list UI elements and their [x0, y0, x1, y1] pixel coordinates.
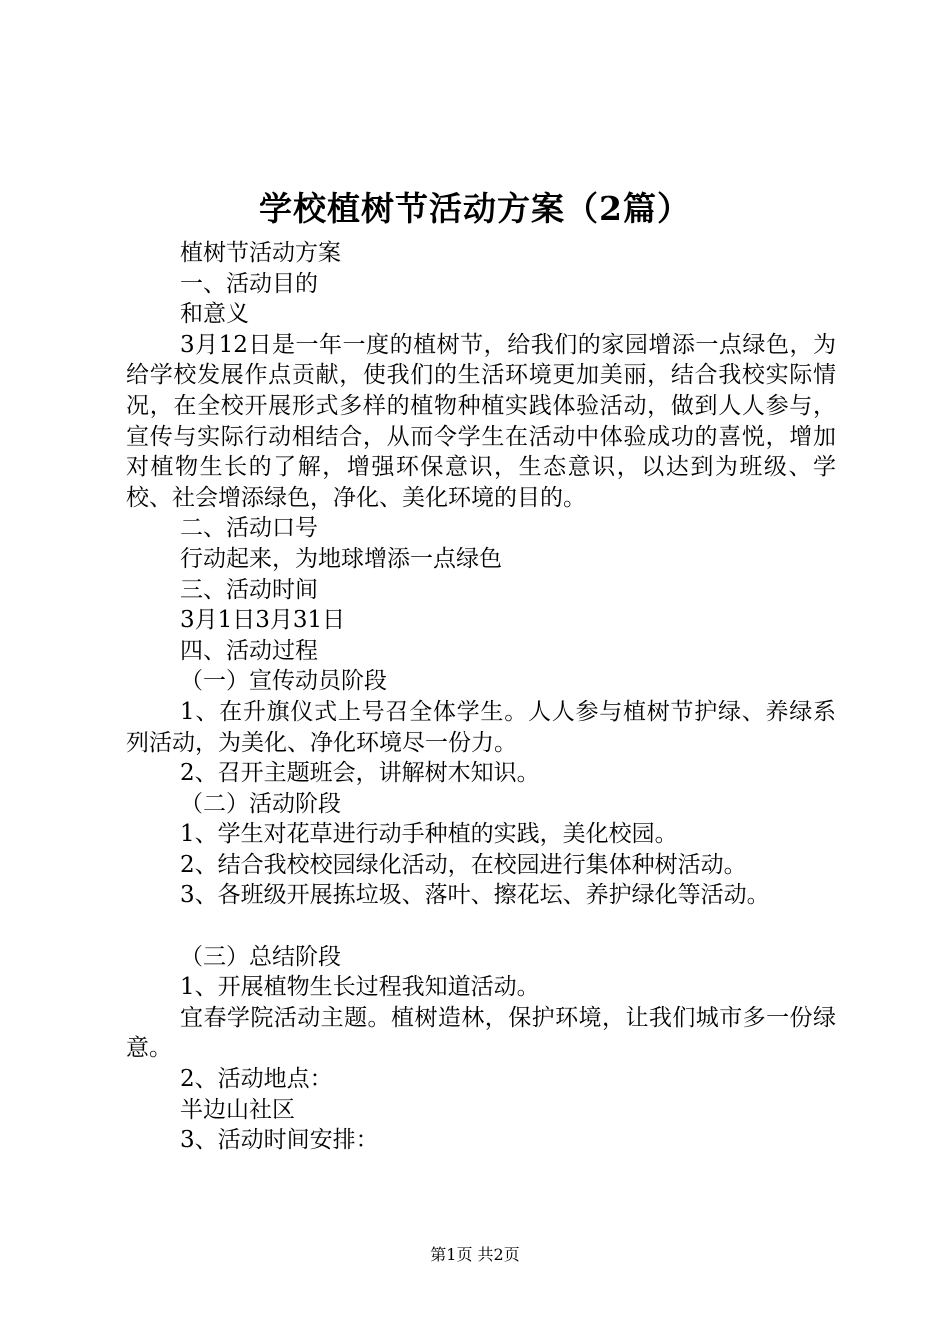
list-item: 3、活动时间安排： [180, 1127, 379, 1154]
list-item: 1、开展植物生长过程我知道活动。 [180, 974, 540, 1001]
section-heading-process: 四、活动过程 [180, 637, 318, 664]
section-heading-purpose: 一、活动目的 [180, 270, 318, 297]
paragraph-slogan: 行动起来，为地球增添一点绿色 [180, 545, 502, 572]
paragraph-heading: 植树节活动方案 [180, 240, 341, 266]
list-item: 2、活动地点： [180, 1066, 333, 1093]
subsection-heading-mobilize: （一）宣传动员阶段 [180, 668, 387, 695]
list-item: 3、各班级开展拣垃圾、落叶、擦花坛、养护绿化等活动。 [180, 882, 770, 909]
section-heading-meaning: 和意义 [180, 301, 249, 328]
blank-line [126, 911, 836, 942]
list-item: 1、学生对花草进行动手种植的实践，美化校园。 [180, 821, 678, 848]
list-item: 2、召开主题班会，讲解树木知识。 [180, 760, 540, 787]
document-title: 学校植树节活动方案（2篇） [259, 189, 691, 228]
subsection-heading-summary: （三）总结阶段 [180, 943, 341, 970]
document-body [126, 238, 836, 1156]
list-item: 1、在升旗仪式上号召全体学生。人人参与植树节护绿、养绿系列活动，为美化、净化环境尽一份力。 [126, 698, 836, 756]
paragraph-location: 半边山社区 [180, 1096, 295, 1123]
section-heading-slogan: 二、活动口号 [180, 515, 318, 542]
paragraph-theme: 宜春学院活动主题。植树造林，保护环境，让我们城市多一份绿意。 [126, 1004, 836, 1062]
paragraph-purpose: 3月12日是一年一度的植树节，给我们的家园增添一点绿色，为给学校发展作点贡献，使我们的生活环境更加美丽，结合我校实际情况，在全校开展形式多样的植物种植实践体验活动，做到人人参与，宣传与实际行动相结合，从而令学生在活动中体验成功的喜悦，增加对植物生长的了解，增强环保意识，生态意识，以达到为班级、学校、社会增添绿色，净化、美化环境的目的。 [126, 331, 836, 511]
list-item: 2、结合我校校园绿化活动，在校园进行集体种树活动。 [180, 851, 747, 878]
section-heading-time: 三、活动时间 [180, 576, 318, 603]
page-footer: 第1页 共2页 [430, 1245, 520, 1264]
paragraph-time: 3月1日3月31日 [180, 607, 346, 634]
subsection-heading-activity: （二）活动阶段 [180, 790, 341, 817]
